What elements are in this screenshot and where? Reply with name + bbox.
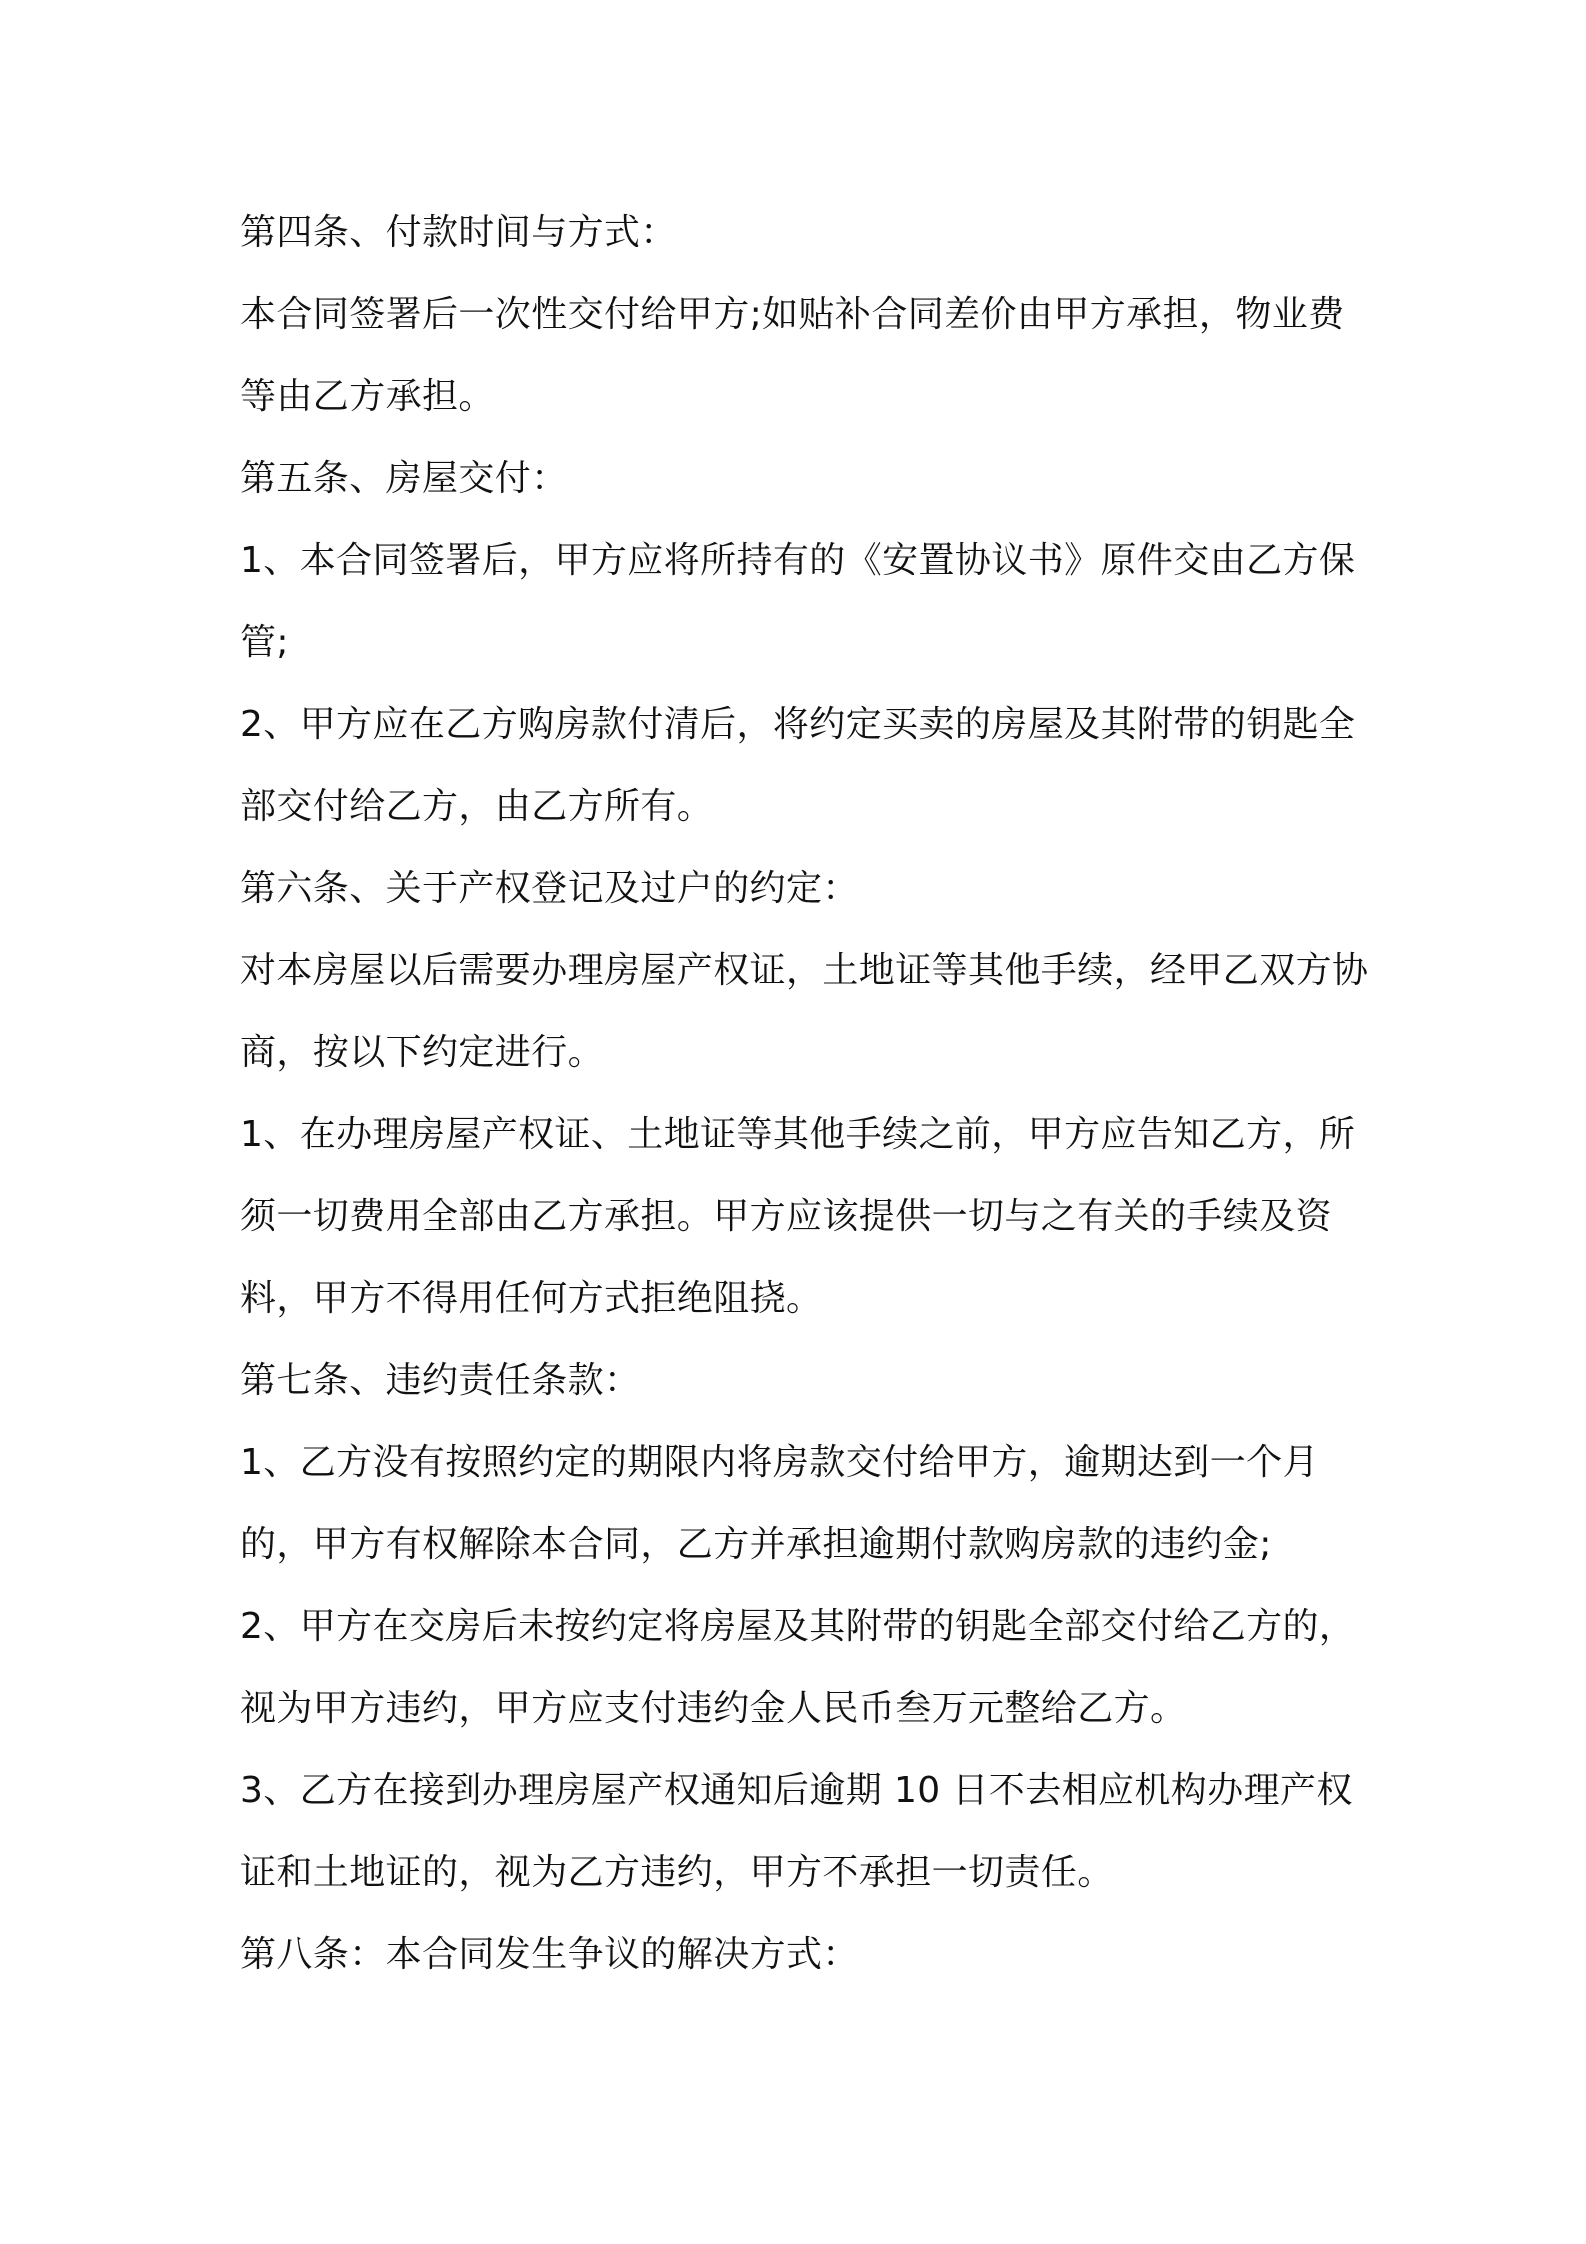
article-7-heading: 第七条、违约责任条款： [240, 1360, 641, 1401]
article-4-heading: 第四条、付款时间与方式： [240, 212, 677, 253]
article-7-item-2: 2、甲方在交房后未按约定将房屋及其附带的钥匙全部交付给乙方的，视为甲方违约，甲方应支付违约金人民币叁万元整给乙方。 [240, 1606, 1356, 1729]
article-5-heading: 第五条、房屋交付： [240, 458, 568, 499]
article-5-item-1: 1、本合同签署后，甲方应将所持有的《安置协议书》原件交由乙方保管; [240, 540, 1356, 663]
article-8-heading: 第八条：本合同发生争议的解决方式： [240, 1934, 859, 1975]
article-6-item-1: 1、在办理房屋产权证、土地证等其他手续之前，甲方应告知乙方，所须一切费用全部由乙方承担。甲方应该提供一切与之有关的手续及资料，甲方不得用任何方式拒绝阻挠。 [240, 1114, 1356, 1319]
article-5-item-2: 2、甲方应在乙方购房款付清后，将约定买卖的房屋及其附带的钥匙全部交付给乙方，由乙方所有。 [240, 704, 1356, 827]
article-6-intro: 对本房屋以后需要办理房屋产权证，土地证等其他手续，经甲乙双方协商，按以下约定进行。 [240, 950, 1369, 1073]
article-4-text: 本合同签署后一次性交付给甲方;如贴补合同差价由甲方承担，物业费等由乙方承担。 [240, 294, 1345, 417]
article-7-item-3: 3、乙方在接到办理房屋产权通知后逾期 10 日不去相应机构办理产权证和土地证的，视为乙方违约，甲方不承担一切责任。 [240, 1770, 1353, 1893]
article-7-item-1: 1、乙方没有按照约定的期限内将房款交付给甲方，逾期达到一个月的，甲方有权解除本合同，乙方并承担逾期付款购房款的违约金; [240, 1442, 1319, 1565]
document-body [240, 192, 1370, 1996]
article-6-heading: 第六条、关于产权登记及过户的约定： [240, 868, 859, 909]
